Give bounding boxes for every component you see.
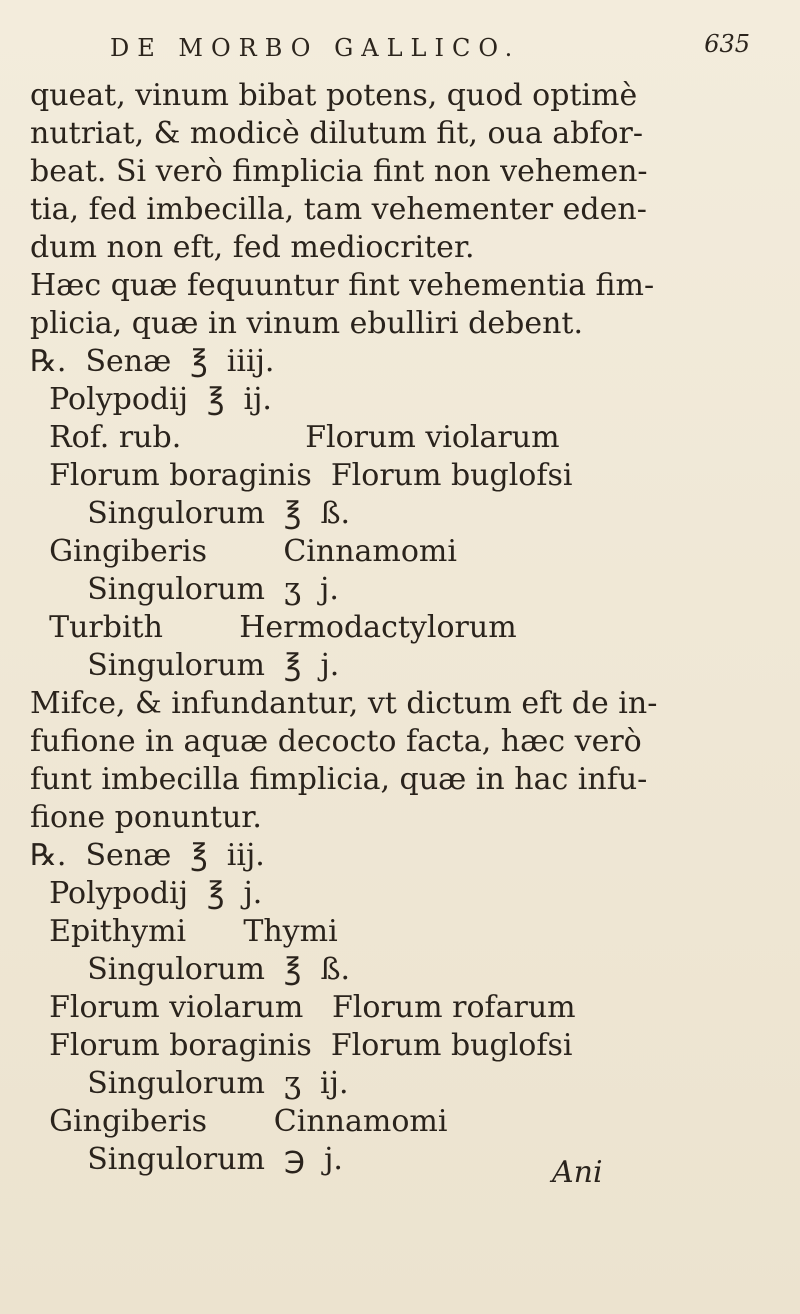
text-line: plicia, quæ in vinum ebulliri debent. (30, 306, 583, 341)
text-line: Singulorum ʒ ij. (30, 1066, 349, 1101)
text-line: Rof. rub. Florum violarum (30, 420, 560, 455)
page-number: 635 (704, 30, 750, 58)
text-line: Singulorum ℥ j. (30, 648, 340, 683)
running-head: DE MORBO GALLICO. (110, 34, 521, 62)
text-line: fufione in aquæ decocto facta, hæc verò (30, 724, 642, 759)
text-line: Singulorum ℥ ß. (30, 952, 351, 987)
text-line: Turbith Hermodactylorum (30, 610, 517, 645)
text-line: Mifce, & infundantur, vt dictum eft de in- (30, 686, 658, 721)
page-header (110, 30, 750, 70)
text-line: dum non eft, fed mediocriter. (30, 230, 475, 265)
text-line: queat, vinum bibat potens, quod optimè (30, 78, 638, 113)
text-line: tia, fed imbecilla, tam vehementer eden- (30, 192, 647, 227)
catchword: Ani (552, 1155, 603, 1190)
text-line: Hæc quæ fequuntur fint vehementia fim- (30, 268, 655, 303)
text-line: Polypodij ℥ j. (30, 876, 263, 911)
text-line: Epithymi Thymi (30, 914, 338, 949)
text-line: funt imbecilla fimplicia, quæ in hac infu- (30, 762, 648, 797)
text-line: Florum violarum Florum rofarum (30, 990, 576, 1025)
text-line: Polypodij ℥ ij. (30, 382, 272, 417)
text-line: Florum boraginis Florum buglofsi (30, 1028, 573, 1063)
text-line: Singulorum ℈ j. (30, 1142, 343, 1177)
text-line: Singulorum ʒ j. (30, 572, 339, 607)
text-line: beat. Si verò fimplicia fint non vehemen- (30, 154, 648, 189)
text-line: Gingiberis Cinnamomi (30, 534, 457, 569)
text-line: ℞. Senæ ℥ iiij. (30, 344, 275, 379)
text-line: Singulorum ℥ ß. (30, 496, 351, 531)
text-line: ℞. Senæ ℥ iij. (30, 838, 265, 873)
text-line: nutriat, & modicè dilutum fit, oua abfor- (30, 116, 644, 151)
text-line: fione ponuntur. (30, 800, 262, 835)
text-line: Gingiberis Cinnamomi (30, 1104, 448, 1139)
text-line: Florum boraginis Florum buglofsi (30, 458, 573, 493)
